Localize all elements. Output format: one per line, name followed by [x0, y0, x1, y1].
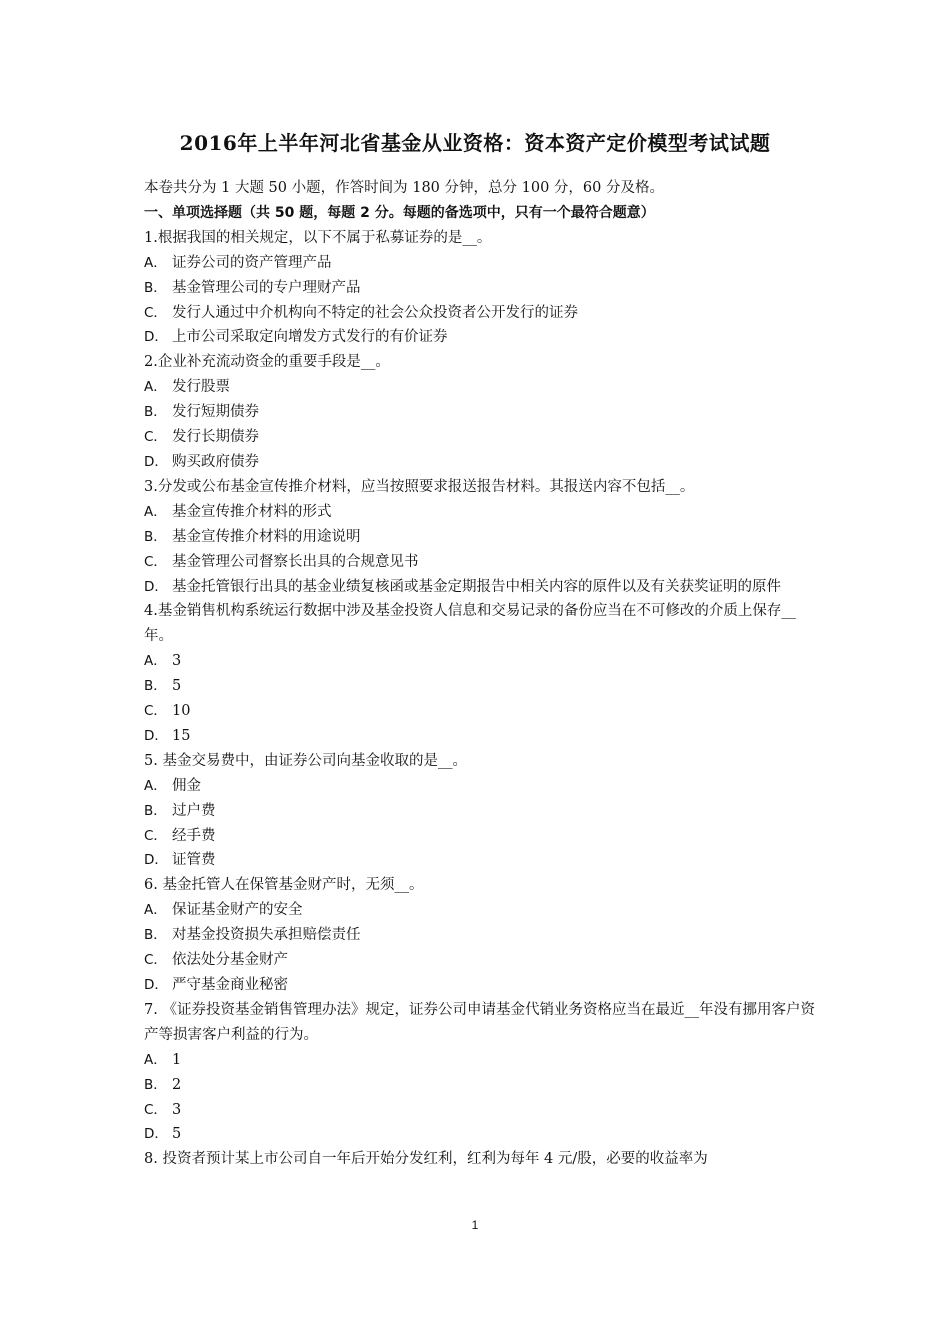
- option-letter: A．: [144, 379, 167, 396]
- question-stem: 3.分发或公布基金宣传推介材料，应当按照要求报送报告材料。其报送内容不包括__。: [144, 478, 695, 495]
- option-text: 证券公司的资产管理产品: [172, 254, 332, 271]
- option-text: 购买政府债券: [172, 453, 259, 470]
- answer-option: [144, 824, 816, 849]
- option-text: 3: [172, 653, 182, 670]
- option-text: 发行人通过中介机构向不特定的社会公众投资者公开发行的证券: [172, 304, 578, 321]
- option-letter: B．: [144, 927, 167, 944]
- answer-option: [144, 923, 816, 948]
- answer-option: [144, 575, 816, 600]
- question-stem: 8. 投资者预计某上市公司自一年后开始分发红利，红利为每年 4 元/股，必要的收益率为: [144, 1151, 708, 1168]
- option-text: 严守基金商业秘密: [172, 977, 288, 993]
- answer-option: [144, 948, 816, 973]
- question-stem: 2.企业补充流动资金的重要手段是__。: [144, 354, 390, 371]
- option-text: 发行短期债券: [172, 404, 259, 421]
- section-heading: 一、单项选择题（共 50 题，每题 2 分。每题的备选项中，只有一个最符合题意）: [144, 204, 655, 221]
- option-letter: A．: [144, 902, 167, 919]
- option-letter: A．: [144, 503, 167, 520]
- option-letter: B．: [144, 404, 167, 421]
- answer-option: [144, 400, 816, 425]
- answer-option: [144, 1122, 816, 1147]
- question-stem: 7. 《证券投资基金销售管理办法》规定，证券公司申请基金代销业务资格应当在最近__年没有挪用客户资产等损害客户利益的行为。: [144, 1001, 815, 1043]
- option-text: 上市公司采取定向增发方式发行的有价证券: [172, 329, 448, 346]
- option-text: 1: [172, 1051, 182, 1068]
- option-letter: C．: [144, 429, 167, 446]
- answer-option: [144, 251, 816, 276]
- option-text: 基金管理公司的专户理财产品: [172, 279, 361, 296]
- answer-option: [144, 375, 816, 400]
- answer-option: [144, 649, 816, 674]
- option-letter: C．: [144, 1101, 167, 1118]
- answer-option: [144, 500, 816, 525]
- option-text: 发行股票: [172, 379, 230, 396]
- option-letter: C．: [144, 553, 167, 570]
- option-text: 依法处分基金财产: [172, 952, 288, 969]
- option-letter: D．: [144, 329, 168, 346]
- option-letter: C．: [144, 304, 167, 321]
- option-letter: A．: [144, 1051, 167, 1068]
- page-title: 2016年上半年河北省基金从业资格：资本资产定价模型考试试题: [179, 131, 771, 155]
- question-stem: 6. 基金托管人在保管基金财产时，无须__。: [144, 877, 424, 894]
- option-text: 佣金: [172, 777, 201, 794]
- option-letter: A．: [144, 254, 167, 271]
- answer-option: [144, 325, 816, 350]
- option-letter: D．: [144, 852, 168, 869]
- question-stem: 4.基金销售机构系统运行数据中涉及基金投资人信息和交易记录的备份应当在不可修改的介质上保存__年。: [144, 603, 796, 645]
- page-number: 1: [471, 1218, 479, 1232]
- option-text: 基金管理公司督察长出具的合规意见书: [172, 553, 419, 570]
- document-body: [144, 176, 816, 1172]
- answer-option: [144, 724, 816, 749]
- answer-option: [144, 1048, 816, 1073]
- option-text: 过户费: [172, 802, 216, 819]
- option-text: 3: [172, 1101, 182, 1118]
- answer-option: [144, 425, 816, 450]
- option-text: 经手费: [172, 827, 216, 844]
- option-letter: A．: [144, 777, 167, 794]
- answer-option: [144, 1098, 816, 1123]
- option-text: 对基金投资损失承担赔偿责任: [172, 927, 361, 944]
- answer-option: [144, 276, 816, 301]
- option-letter: A．: [144, 653, 167, 670]
- answer-option: [144, 525, 816, 550]
- option-text: 10: [172, 703, 191, 720]
- option-letter: D．: [144, 727, 168, 744]
- option-letter: D．: [144, 1126, 168, 1143]
- question-list: [144, 226, 816, 1172]
- answer-option: [144, 1073, 816, 1098]
- answer-option: [144, 550, 816, 575]
- answer-option: [144, 973, 816, 998]
- option-letter: D．: [144, 977, 168, 993]
- answer-option: [144, 450, 816, 475]
- option-text: 15: [172, 727, 191, 744]
- option-text: 基金宣传推介材料的形式: [172, 503, 332, 520]
- answer-option: [144, 674, 816, 699]
- option-letter: B．: [144, 1076, 167, 1093]
- answer-option: [144, 699, 816, 724]
- option-letter: C．: [144, 827, 167, 844]
- option-text: 保证基金财产的安全: [172, 902, 303, 919]
- exam-intro: 本卷共分为 1 大题 50 小题，作答时间为 180 分钟，总分 100 分，60 分及格。: [144, 180, 664, 196]
- option-text: 5: [172, 678, 182, 695]
- option-letter: D．: [144, 453, 168, 470]
- option-letter: D．: [144, 578, 168, 595]
- option-letter: C．: [144, 703, 167, 720]
- option-letter: B．: [144, 279, 167, 296]
- question-stem: 1.根据我国的相关规定，以下不属于私募证券的是__。: [144, 229, 492, 246]
- option-text: 基金宣传推介材料的用途说明: [172, 528, 361, 545]
- option-letter: B．: [144, 528, 167, 545]
- option-text: 2: [172, 1076, 182, 1093]
- answer-option: [144, 848, 816, 873]
- answer-option: [144, 301, 816, 326]
- option-letter: C．: [144, 952, 167, 969]
- option-text: 证管费: [172, 852, 216, 869]
- option-text: 5: [172, 1126, 182, 1143]
- answer-option: [144, 898, 816, 923]
- option-letter: B．: [144, 678, 167, 695]
- option-text: 发行长期债券: [172, 429, 259, 446]
- option-text: 基金托管银行出具的基金业绩复核函或基金定期报告中相关内容的原件以及有关获奖证明的原件: [172, 578, 781, 595]
- answer-option: [144, 774, 816, 799]
- answer-option: [144, 799, 816, 824]
- option-letter: B．: [144, 802, 167, 819]
- question-stem: 5. 基金交易费中，由证券公司向基金收取的是__。: [144, 752, 467, 769]
